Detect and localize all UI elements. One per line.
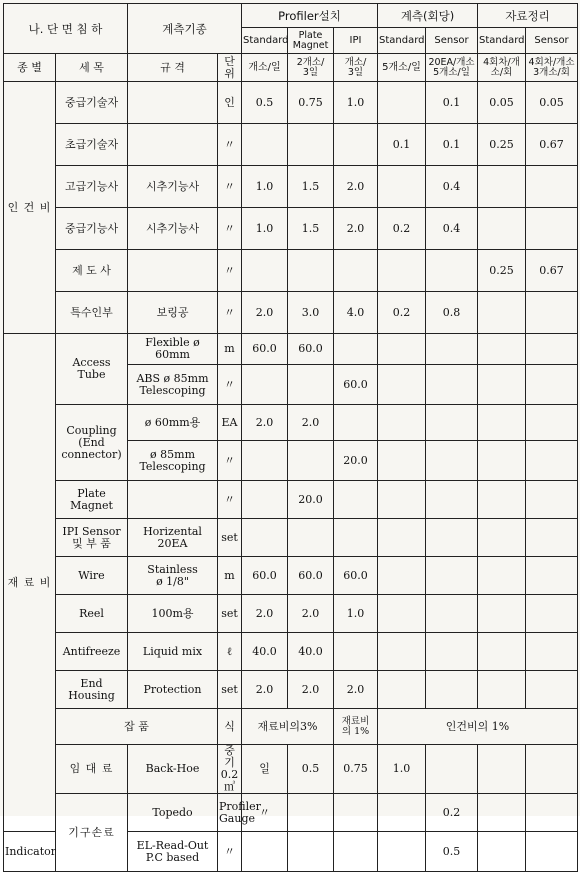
value-cell <box>334 334 378 365</box>
value-cell <box>426 405 478 441</box>
value-cell <box>478 671 526 709</box>
value-cell <box>526 557 578 595</box>
value-cell: 0.2 <box>378 292 426 334</box>
header-row-3 <box>4 54 578 82</box>
item-cell: Reel <box>56 595 128 633</box>
value-cell: 2.0 <box>288 405 334 441</box>
table-row <box>4 405 578 441</box>
unit-cell: 〃 <box>218 208 242 250</box>
spec-cell <box>128 82 218 124</box>
unit-cell: 〃 <box>218 292 242 334</box>
value-cell <box>478 557 526 595</box>
value-cell <box>378 405 426 441</box>
value-cell <box>478 166 526 208</box>
value-cell <box>526 166 578 208</box>
value-cell: 4.0 <box>334 292 378 334</box>
table-row <box>4 595 578 633</box>
sub-column-header: Sensor <box>426 28 478 54</box>
value-cell: 0.5 <box>426 832 478 872</box>
value-cell <box>478 292 526 334</box>
value-cell <box>426 250 478 292</box>
cost-standard-table <box>3 3 578 872</box>
value-cell <box>378 334 426 365</box>
value-cell: 0.75 <box>288 82 334 124</box>
value-cell <box>478 745 526 794</box>
spec-cell: Protection <box>128 671 218 709</box>
value-cell <box>526 365 578 405</box>
value-cell <box>378 82 426 124</box>
table-row <box>4 82 578 124</box>
sub-column-header: Sensor <box>526 28 578 54</box>
rate-cell: 개소/일 <box>242 54 288 82</box>
unit-cell: set <box>218 519 242 557</box>
value-cell: 0.5 <box>288 745 334 794</box>
table-row <box>4 671 578 709</box>
table-row <box>4 250 578 292</box>
value-cell <box>426 519 478 557</box>
item-cell: Access Tube <box>56 334 128 405</box>
unit-label: 단위 <box>218 54 242 82</box>
rate-cell: 4회차/개소 3개소/회 <box>526 54 578 82</box>
item-cell: 중급기술자 <box>56 82 128 124</box>
table-row <box>4 481 578 519</box>
item-cell: 중급기능사 <box>56 208 128 250</box>
value-cell: 20.0 <box>334 441 378 481</box>
value-cell: 60.0 <box>334 557 378 595</box>
spec-cell: Liquid mix <box>128 633 218 671</box>
value-cell <box>288 519 334 557</box>
value-cell <box>478 481 526 519</box>
value-cell: 2.0 <box>242 292 288 334</box>
spec-cell <box>128 250 218 292</box>
standard-label: 계측기종 <box>128 4 242 54</box>
spec-cell: ø 60mm용 <box>128 405 218 441</box>
spec-cell: ABS ø 85mm Telescoping <box>128 365 218 405</box>
value-cell <box>426 595 478 633</box>
value-cell: 1.0 <box>242 208 288 250</box>
value-cell <box>378 794 426 832</box>
value-cell: 1.5 <box>288 208 334 250</box>
group-measure: 계측(회당) <box>378 4 478 28</box>
sub-column-header: IPI <box>334 28 378 54</box>
item-cell: 고급기능사 <box>56 166 128 208</box>
value-cell <box>334 633 378 671</box>
value-cell <box>426 334 478 365</box>
value-cell <box>478 794 526 832</box>
value-cell <box>288 250 334 292</box>
value-cell: 60.0 <box>242 334 288 365</box>
value-cell <box>334 124 378 166</box>
unit-cell: 〃 <box>218 481 242 519</box>
value-cell <box>242 519 288 557</box>
value-cell <box>426 633 478 671</box>
spec-cell: 시추기능사 <box>128 208 218 250</box>
sub-column-header: Standard <box>242 28 288 54</box>
value-cell <box>378 166 426 208</box>
item-cell: Indicator <box>4 832 56 872</box>
table-row <box>4 334 578 365</box>
value-cell <box>334 481 378 519</box>
kind-label: 종 별 <box>4 54 56 82</box>
value-cell <box>242 481 288 519</box>
value-cell <box>478 365 526 405</box>
unit-cell: ℓ <box>218 633 242 671</box>
value-cell <box>426 745 478 794</box>
unit-cell: 〃 <box>218 441 242 481</box>
misc-item: 잡 품 <box>56 709 218 745</box>
table-row <box>4 292 578 334</box>
group-data: 자료정리 <box>478 4 578 28</box>
value-cell <box>526 745 578 794</box>
value-cell <box>478 633 526 671</box>
unit-cell: 〃 <box>218 124 242 166</box>
value-cell: 1.0 <box>378 745 426 794</box>
item-cell: Back-Hoe <box>128 745 218 794</box>
value-cell <box>334 250 378 292</box>
spec-cell: Flexible ø 60mm <box>128 334 218 365</box>
sub-column-header: Plate Magnet <box>288 28 334 54</box>
unit-cell: m <box>218 557 242 595</box>
spec-cell: Horizental 20EA <box>128 519 218 557</box>
value-cell <box>526 519 578 557</box>
category-labor: 인 건 비 <box>4 82 56 334</box>
value-cell <box>288 441 334 481</box>
value-cell <box>526 441 578 481</box>
value-cell <box>526 405 578 441</box>
value-cell: 0.2 <box>378 208 426 250</box>
value-cell: 1.0 <box>242 166 288 208</box>
item-cell: Plate Magnet <box>56 481 128 519</box>
value-cell: 0.05 <box>526 82 578 124</box>
value-cell: 60.0 <box>242 557 288 595</box>
value-cell <box>526 671 578 709</box>
value-cell <box>242 441 288 481</box>
table-row <box>4 166 578 208</box>
value-cell: 0.67 <box>526 124 578 166</box>
table-row <box>4 633 578 671</box>
item-cell: IPI Sensor 및 부 품 <box>56 519 128 557</box>
table-row <box>4 519 578 557</box>
category-material: 재 료 비 <box>4 334 56 832</box>
value-cell <box>378 441 426 481</box>
table-row <box>4 709 578 745</box>
value-cell <box>478 519 526 557</box>
value-cell <box>478 441 526 481</box>
value-cell <box>378 519 426 557</box>
value-cell: 60.0 <box>334 365 378 405</box>
misc-note-ipi: 재료비 의 1% <box>334 709 378 745</box>
value-cell: 2.0 <box>334 166 378 208</box>
value-cell <box>378 595 426 633</box>
value-cell <box>426 441 478 481</box>
unit-cell: 〃 <box>218 832 242 872</box>
value-cell <box>478 405 526 441</box>
value-cell: 2.0 <box>242 671 288 709</box>
value-cell: 1.0 <box>334 595 378 633</box>
spec-cell <box>128 124 218 166</box>
value-cell <box>426 365 478 405</box>
spec-cell: Profiler Gauge <box>218 794 242 832</box>
value-cell: 0.25 <box>478 124 526 166</box>
unit-cell: set <box>218 671 242 709</box>
value-cell: 2.0 <box>242 405 288 441</box>
value-cell: 0.1 <box>426 124 478 166</box>
unit-cell: EA <box>218 405 242 441</box>
value-cell: 0.25 <box>478 250 526 292</box>
item-cell: Coupling (End connector) <box>56 405 128 481</box>
item-cell: Antifreeze <box>56 633 128 671</box>
value-cell: 2.0 <box>288 595 334 633</box>
value-cell <box>334 794 378 832</box>
value-cell <box>478 208 526 250</box>
value-cell <box>288 832 334 872</box>
value-cell <box>288 794 334 832</box>
value-cell: 2.0 <box>288 671 334 709</box>
rate-cell: 4회차/개 소/회 <box>478 54 526 82</box>
value-cell <box>334 405 378 441</box>
value-cell: 60.0 <box>288 334 334 365</box>
item-label: 세 목 <box>56 54 128 82</box>
value-cell: 2.0 <box>242 595 288 633</box>
value-cell <box>378 633 426 671</box>
value-cell <box>478 334 526 365</box>
sub-column-header: Standard <box>478 28 526 54</box>
value-cell: 60.0 <box>288 557 334 595</box>
value-cell: 40.0 <box>288 633 334 671</box>
value-cell <box>426 557 478 595</box>
unit-cell: 인 <box>218 82 242 124</box>
value-cell: 0.1 <box>426 82 478 124</box>
sub-column-header: Standard <box>378 28 426 54</box>
unit-cell: 〃 <box>218 250 242 292</box>
value-cell: 20.0 <box>288 481 334 519</box>
value-cell: 0.67 <box>526 250 578 292</box>
value-cell <box>426 481 478 519</box>
item-cell: End Housing <box>56 671 128 709</box>
rate-cell: 20EA/개소 5개소/일 <box>426 54 478 82</box>
rate-cell: 2개소/ 3일 <box>288 54 334 82</box>
value-cell <box>378 365 426 405</box>
value-cell <box>378 557 426 595</box>
item-cell: 특수인부 <box>56 292 128 334</box>
unit-cell: m <box>218 334 242 365</box>
section-title: 나. 단 면 침 하 <box>4 4 128 54</box>
value-cell <box>242 250 288 292</box>
value-cell <box>288 365 334 405</box>
value-cell: 0.2 <box>426 794 478 832</box>
value-cell <box>378 671 426 709</box>
value-cell <box>478 832 526 872</box>
value-cell: 0.4 <box>426 208 478 250</box>
rate-cell: 5개소/일 <box>378 54 426 82</box>
unit-cell: 식 <box>218 709 242 745</box>
item-cell: 제 도 사 <box>56 250 128 292</box>
value-cell: 0.8 <box>426 292 478 334</box>
unit-cell: set <box>218 595 242 633</box>
value-cell <box>526 832 578 872</box>
value-cell <box>242 365 288 405</box>
unit-cell: 〃 <box>218 365 242 405</box>
value-cell <box>526 633 578 671</box>
table-row <box>4 745 578 794</box>
unit-cell: 일 <box>242 745 288 794</box>
spec-cell: Stainless ø 1/8" <box>128 557 218 595</box>
value-cell: 2.0 <box>334 671 378 709</box>
item-cell: 초급기술자 <box>56 124 128 166</box>
spec-cell: 100m용 <box>128 595 218 633</box>
spec-cell: 보링공 <box>128 292 218 334</box>
value-cell: 0.75 <box>334 745 378 794</box>
spec-label: 규 격 <box>128 54 218 82</box>
value-cell <box>526 292 578 334</box>
item-cell: Wire <box>56 557 128 595</box>
value-cell: 1.5 <box>288 166 334 208</box>
value-cell <box>242 124 288 166</box>
table-row <box>4 124 578 166</box>
misc-note-measure: 인건비의 1% <box>378 709 578 745</box>
value-cell <box>378 832 426 872</box>
value-cell <box>378 250 426 292</box>
value-cell: 3.0 <box>288 292 334 334</box>
value-cell <box>478 595 526 633</box>
value-cell <box>378 481 426 519</box>
misc-note-profiler: 재료비의3% <box>242 709 334 745</box>
value-cell <box>526 481 578 519</box>
value-cell <box>426 671 478 709</box>
header-row-1 <box>4 4 578 28</box>
group-profiler: Profiler설치 <box>242 4 378 28</box>
unit-cell: 〃 <box>242 794 288 832</box>
value-cell <box>526 794 578 832</box>
value-cell: 0.5 <box>242 82 288 124</box>
value-cell: 0.4 <box>426 166 478 208</box>
table-row <box>4 557 578 595</box>
category-rental: 임 대 료 <box>56 745 128 794</box>
value-cell: 40.0 <box>242 633 288 671</box>
spec-cell: ø 85mm Telescoping <box>128 441 218 481</box>
spec-cell <box>128 481 218 519</box>
value-cell <box>288 124 334 166</box>
rate-cell: 개소/ 3일 <box>334 54 378 82</box>
value-cell <box>526 208 578 250</box>
table-row <box>4 208 578 250</box>
unit-cell: 〃 <box>218 166 242 208</box>
spec-cell: EL-Read-Out P.C based <box>128 832 218 872</box>
spec-cell: 중기 0.2㎥ <box>218 745 242 794</box>
value-cell <box>334 519 378 557</box>
spec-cell: 시추기능사 <box>128 166 218 208</box>
value-cell: 1.0 <box>334 82 378 124</box>
value-cell <box>334 832 378 872</box>
value-cell <box>526 595 578 633</box>
value-cell: 2.0 <box>334 208 378 250</box>
value-cell <box>526 334 578 365</box>
value-cell <box>242 832 288 872</box>
value-cell: 0.1 <box>378 124 426 166</box>
item-cell: Topedo <box>128 794 218 832</box>
value-cell: 0.05 <box>478 82 526 124</box>
category-equipment: 기구손료 <box>56 794 128 872</box>
table-row <box>4 794 578 832</box>
